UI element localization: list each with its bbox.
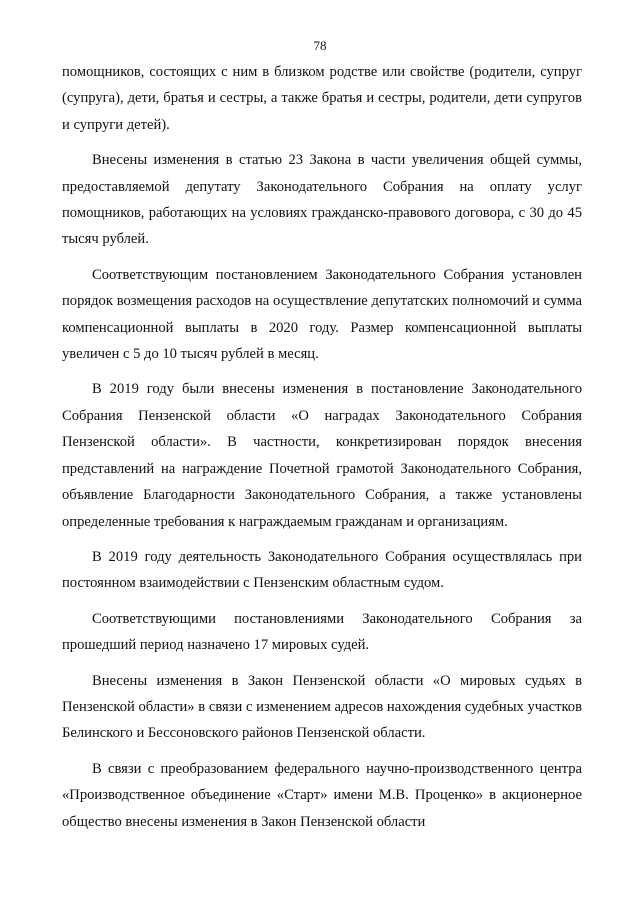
paragraph: В 2019 году были внесены изменения в постановление Законодательного Собрания Пензенской области «О наградах Законодательного Собрания Пензенской области». В частности, конкретизирован порядок внесения представлений на награждение Почетной грамотой Законодательного Собрания, объявление Благодарности Законодательного Собрания, а также установлены определенные требования к награждаемым гражданам и организациям.	[62, 381, 582, 530]
paragraph: помощников, состоящих с ним в близком родстве или свойстве (родители, супруг (супруга), дети, братья и сестры, а также братья и сестры, родители, дети супругов и супруги детей).	[62, 64, 582, 133]
paragraph: Внесены изменения в статью 23 Закона в части увеличения общей суммы, предоставляемой депутату Законодательного Собрания на оплату услуг помощников, работающих на условиях гражданско-правового договора, с 30 до 45 тысяч рублей.	[62, 152, 582, 248]
paragraph: Соответствующими постановлениями Законодательного Собрания за прошедший период назначено 17 мировых судей.	[62, 610, 582, 654]
paragraph: В связи с преобразованием федерального научно-производственного центра «Производственное объединение «Старт» имени М.В. Проценко» в акционерное общество внесены изменения в Закон Пензенской области	[62, 760, 582, 830]
paragraph: Соответствующим постановлением Законодательного Собрания установлен порядок возмещения расходов на осуществление депутатских полномочий и сумма компенсационной выплаты в 2020 году. Размер компенсационной выплаты увеличен с 5 до 10 тысяч рублей в месяц.	[62, 266, 582, 363]
paragraph: В 2019 году деятельность Законодательного Собрания осуществлялась при постоянном взаимодействии с Пензенским областным судом.	[62, 548, 582, 592]
page-number: 78	[313, 38, 327, 53]
body-text	[62, 59, 582, 844]
paragraph: Внесены изменения в Закон Пензенской области «О мировых судьях в Пензенской области» в связи с изменением адресов нахождения судебных участков Белинского и Бессоновского районов Пензенской области.	[62, 672, 582, 742]
